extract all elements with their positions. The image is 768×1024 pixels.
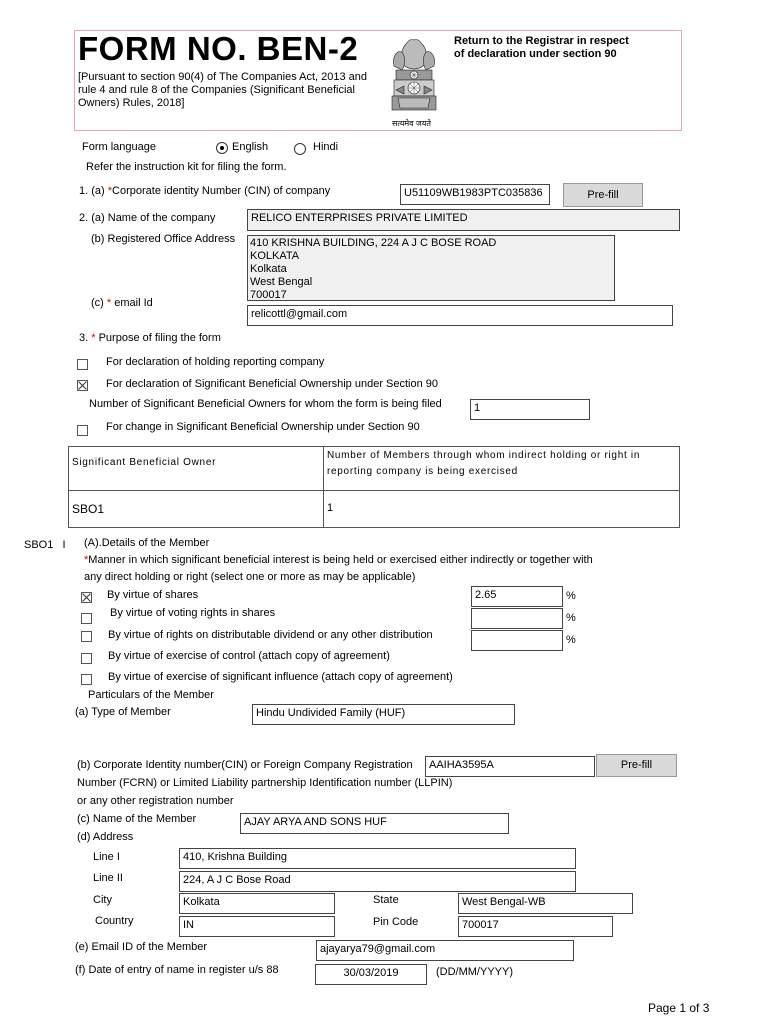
pin-code-field[interactable]: 700017 <box>458 916 613 937</box>
member-details-title: (A).Details of the Member <box>84 537 210 549</box>
influence-checkbox[interactable] <box>81 674 92 685</box>
voting-rights-percent-sign: % <box>566 612 576 624</box>
state-label: State <box>373 894 399 906</box>
registered-address-label: (b) Registered Office Address <box>91 233 236 245</box>
instruction-text: Refer the instruction kit for filing the form. <box>86 161 287 173</box>
manner-text: *Manner in which significant beneficial interest is being held or exercised either indirectly or together with <box>84 554 593 566</box>
member-cin-label-line3: or any other registration number <box>77 795 234 807</box>
purpose-label: 3. * Purpose of filing the form <box>79 332 221 344</box>
registered-address-field[interactable]: 410 KRISHNA BUILDING, 224 A J C BOSE ROAD KOLKATA Kolkata West Bengal 700017 <box>247 235 615 301</box>
country-label: Country <box>95 915 134 927</box>
english-radio[interactable] <box>216 142 228 154</box>
member-cin-input[interactable]: AAIHA3595A <box>425 756 595 777</box>
sbo-table-header: Significant Beneficial Owner <box>68 446 324 491</box>
sbo-declaration-label: For declaration of Significant Beneficial Ownership under Section 90 <box>106 378 439 390</box>
country-field[interactable]: IN <box>179 916 335 937</box>
sbo-change-checkbox[interactable] <box>77 425 88 436</box>
sbo-declaration-checkbox[interactable] <box>77 380 88 391</box>
dividend-percent-sign: % <box>566 634 576 646</box>
members-table-header: Number of Members through whom indirect holding or right in reporting company is being exercised <box>323 446 680 491</box>
particulars-label: Particulars of the Member <box>88 689 214 701</box>
company-name-field[interactable]: RELICO ENTERPRISES PRIVATE LIMITED <box>247 209 680 231</box>
voting-rights-percent-input[interactable] <box>471 608 563 629</box>
member-type-field[interactable]: Hindu Undivided Family (HUF) <box>252 704 515 725</box>
manner-text-line2: any direct holding or right (select one or more as may be applicable) <box>84 571 416 583</box>
pin-code-label: Pin Code <box>373 916 419 928</box>
table-row-sbo: SBO1 <box>68 490 324 528</box>
num-sbo-label: Number of Significant Beneficial Owners for whom the form is being filed <box>89 398 442 410</box>
shares-checkbox[interactable] <box>81 592 92 603</box>
pursuant-text: [Pursuant to section 90(4) of The Companies Act, 2013 and rule 4 and rule 8 of the Companies (Significant Beneficial Owners) Rules, 2018] <box>78 71 368 109</box>
member-address-label: (d) Address <box>77 831 134 843</box>
date-format-hint: (DD/MM/YYYY) <box>436 966 513 978</box>
control-label: By virtue of exercise of control (attach copy of agreement) <box>108 650 390 662</box>
page-number: Page 1 of 3 <box>648 1001 710 1015</box>
address-line1-label: Line I <box>93 851 120 863</box>
form-title: FORM NO. BEN-2 <box>78 30 359 67</box>
hindi-radio[interactable] <box>294 143 306 155</box>
member-cin-label: (b) Corporate Identity number(CIN) or Foreign Company Registration <box>77 759 413 771</box>
national-emblem <box>384 32 444 130</box>
table-row-members: 1 <box>323 490 680 528</box>
member-email-label: (e) Email ID of the Member <box>75 941 208 953</box>
control-checkbox[interactable] <box>81 653 92 664</box>
dividend-label: By virtue of rights on distributable dividend or any other distribution <box>108 629 433 641</box>
member-type-label: (a) Type of Member <box>75 706 171 718</box>
address-line2-field[interactable]: 224, A J C Bose Road <box>179 871 576 892</box>
email-input[interactable]: relicottl@gmail.com <box>247 305 673 326</box>
sbo-change-label: For change in Significant Beneficial Ownership under Section 90 <box>106 421 420 433</box>
return-registrar-text: Return to the Registrar in respect of declaration under section 90 <box>454 35 629 60</box>
prefill-button[interactable]: Pre-fill <box>563 183 643 207</box>
state-field[interactable]: West Bengal-WB <box>458 893 633 914</box>
cin-label: 1. (a) *Corporate identity Number (CIN) of company <box>79 185 331 197</box>
city-label: City <box>93 894 112 906</box>
shares-percent-input[interactable]: 2.65 <box>471 586 563 607</box>
voting-rights-checkbox[interactable] <box>81 613 92 624</box>
num-sbo-input[interactable]: 1 <box>470 399 590 420</box>
member-cin-label-line2: Number (FCRN) or Limited Liability partnership Identification number (LLPIN) <box>77 777 453 789</box>
voting-rights-label: By virtue of voting rights in shares <box>110 607 276 619</box>
member-name-label: (c) Name of the Member <box>77 813 197 825</box>
city-field[interactable]: Kolkata <box>179 893 335 914</box>
sbo-section-label: SBO1 I <box>24 539 66 551</box>
entry-date-label: (f) Date of entry of name in register u/s 88 <box>75 964 279 976</box>
influence-label: By virtue of exercise of significant influence (attach copy of agreement) <box>108 671 453 683</box>
address-line1-field[interactable]: 410, Krishna Building <box>179 848 576 869</box>
dividend-percent-input[interactable] <box>471 630 563 651</box>
form-language-label: Form language <box>82 141 156 153</box>
hindi-radio-label: Hindi <box>313 141 339 153</box>
lion-capital-emblem-icon <box>384 32 444 130</box>
company-name-label: 2. (a) Name of the company <box>79 212 216 224</box>
holding-company-label: For declaration of holding reporting company <box>106 356 325 368</box>
shares-label: By virtue of shares <box>107 589 199 601</box>
address-line2-label: Line II <box>93 872 123 884</box>
holding-company-checkbox[interactable] <box>77 359 88 370</box>
member-prefill-button[interactable]: Pre-fill <box>596 754 677 777</box>
entry-date-input[interactable]: 30/03/2019 <box>315 964 427 985</box>
english-radio-label: English <box>232 141 269 153</box>
cin-input[interactable]: U51109WB1983PTC035836 <box>400 184 550 205</box>
shares-percent-sign: % <box>566 590 576 602</box>
emblem-caption: सत्यमेव जयते <box>392 119 431 128</box>
member-name-field[interactable]: AJAY ARYA AND SONS HUF <box>240 813 509 834</box>
email-label: (c) * email Id <box>91 297 153 309</box>
dividend-checkbox[interactable] <box>81 631 92 642</box>
member-email-field[interactable]: ajayarya79@gmail.com <box>316 940 574 961</box>
